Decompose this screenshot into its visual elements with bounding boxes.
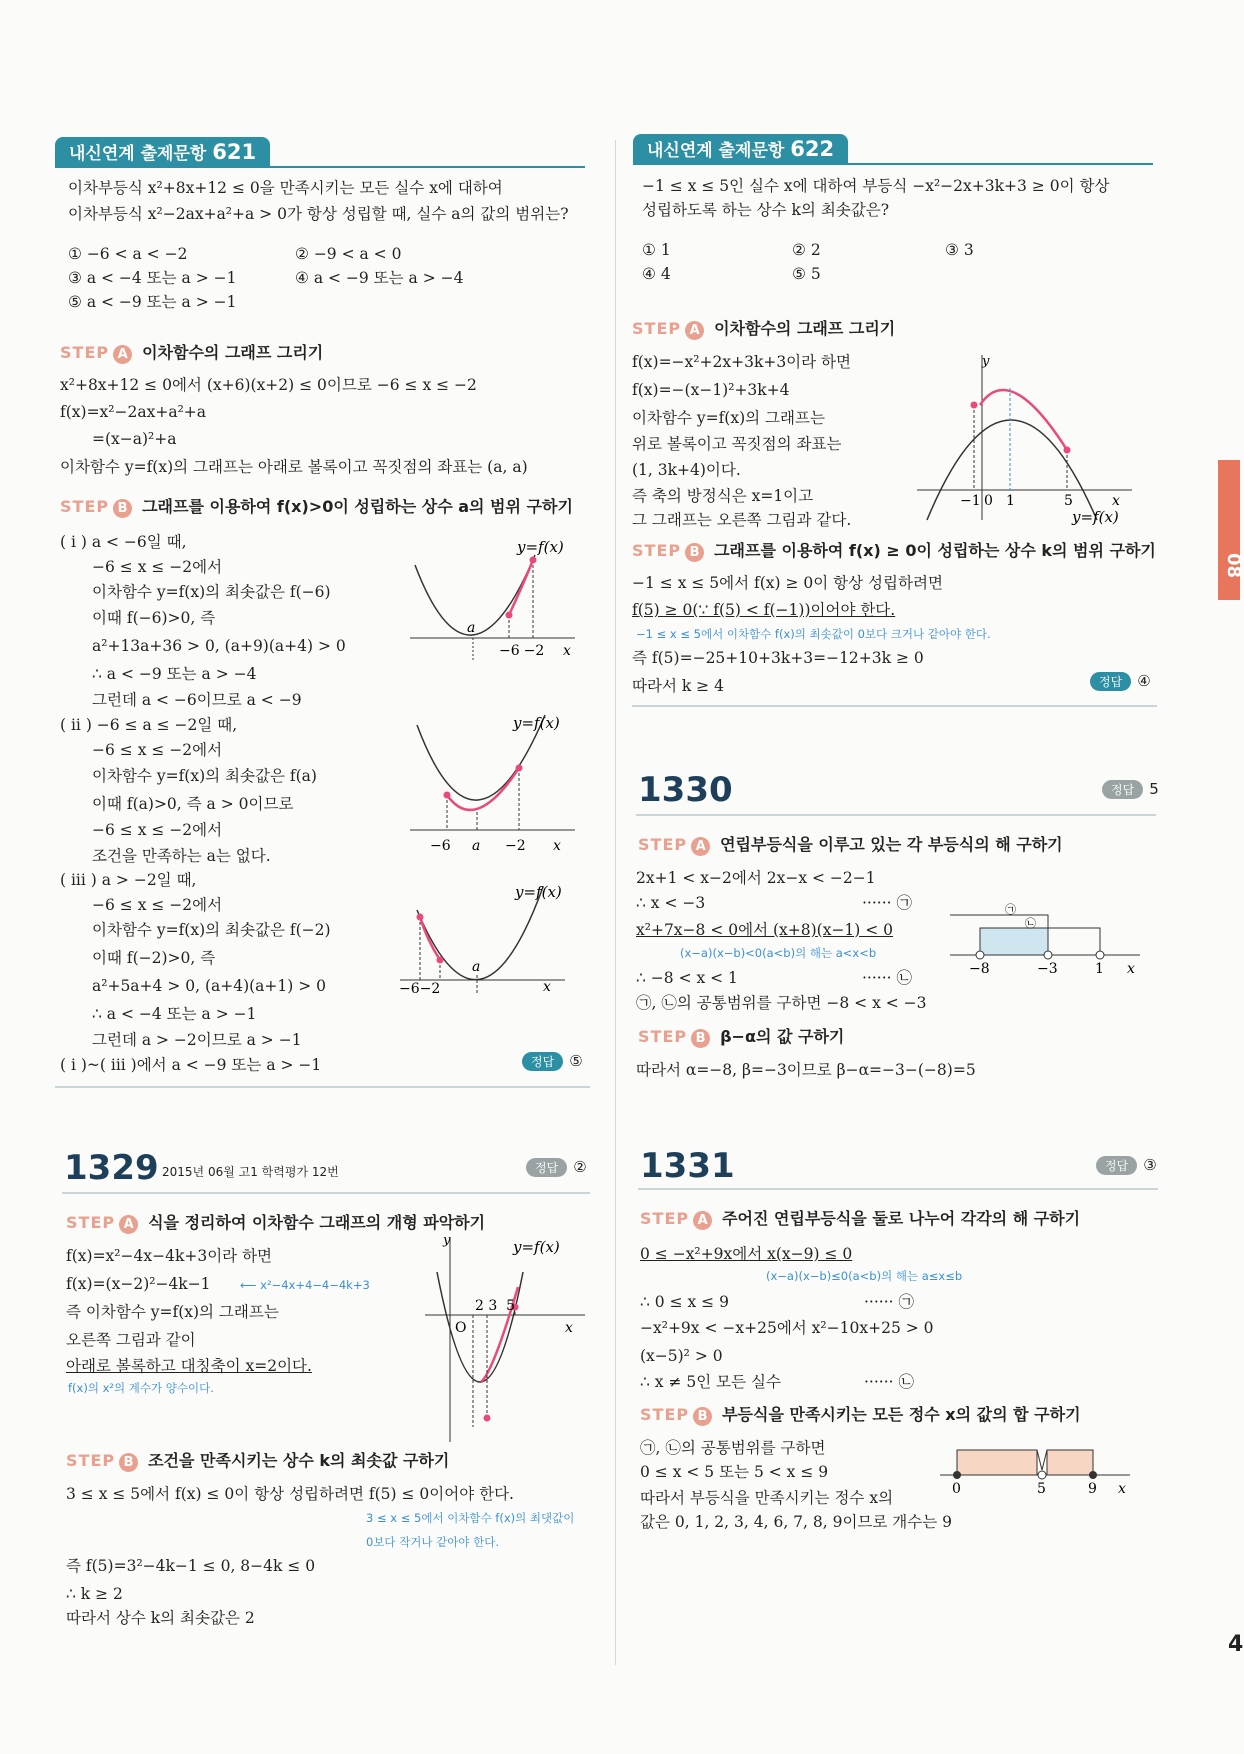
step-tag: STEP [638,835,688,854]
closed-point [1089,1471,1097,1479]
solution-line: =(x−a)²+a [92,430,177,448]
step-tag: STEP [640,1209,690,1228]
header-rule [55,166,585,168]
solution-line: f(x)=−x²+2x+3k+3이라 하면 [632,353,852,371]
answer-badge [1090,672,1151,691]
choice-2: ② −9 < a < 0 [295,245,402,263]
step-tag: STEP [638,1027,688,1046]
step-a-heading [640,1208,1080,1230]
endpoint [437,957,444,964]
solution-line: ∴ −8 < x < 1 [636,969,738,987]
step-tag: STEP [60,497,110,516]
case-iii-line: a²+5a+4 > 0, (a+4)(a+1) > 0 [92,977,327,995]
side-tab-label: 08 [1223,552,1244,579]
section-rule [62,1192,590,1194]
solution-line: ∴ x < −3 [636,894,706,912]
curve-label: y=f(x) [513,714,560,732]
header-label: 내신연계 출제문항 [69,144,207,164]
step-letter: B [119,1453,138,1472]
step-b-heading [638,1026,844,1048]
step-letter: A [685,321,704,340]
answer-badge [522,1052,583,1071]
section-rule [632,705,1157,707]
step-title: 주어진 연립부등식을 둘로 나누어 각각의 해 구하기 [722,1209,1081,1228]
a-label: a [467,620,476,636]
step-title: 조건을 만족시키는 상수 k의 최솟값 구하기 [148,1451,450,1470]
endpoint [1064,447,1071,454]
step-title: 이차함수의 그래프 그리기 [142,343,324,362]
case-iii-line: 그런데 a > −2이므로 a > −1 [92,1031,302,1049]
x-label: x [553,838,561,854]
x-label: x [1112,493,1120,509]
hint-note: ⟵ x²−4x+4−4−4k+3 [240,1278,370,1292]
hint-note: −1 ≤ x ≤ 5에서 이차함수 f(x)의 최솟값이 0보다 크거나 같아야 한다. [636,627,991,641]
endpoint [530,557,537,564]
endpoint [516,765,523,772]
case-ii-line: 이때 f(a)>0, 즉 a > 0이므로 [92,795,294,813]
answer-badge [1096,1156,1157,1175]
step-letter: A [693,1211,712,1230]
solution-line: ㉠, ㉡의 공통범위를 구하면 −8 < x < −3 [636,994,927,1012]
step-tag: STEP [632,319,682,338]
case-ii-line: 조건을 만족하는 a는 없다. [92,847,271,865]
header-rule [633,163,1153,165]
solution-line: x²+8x+12 ≤ 0에서 (x+6)(x+2) ≤ 0이므로 −6 ≤ x ≤ −2 [60,376,477,394]
solution-line: 2x+1 < x−2에서 2x−x < −2−1 [636,869,876,887]
step-title: 이차함수의 그래프 그리기 [714,319,896,338]
problem-number: 1329 [64,1148,159,1188]
problem-source: 2015년 06월 고1 학력평가 12번 [162,1165,339,1179]
endpoint [444,792,451,799]
case-i-line: 이때 f(−6)>0, 즉 [92,609,216,627]
graph-case-i [405,540,590,670]
answer-value: ③ [1143,1156,1157,1174]
open-point [1038,1471,1046,1479]
highlighted-arc [509,560,533,615]
case-ii-line: ( ii ) −6 ≤ a ≤ −2일 때, [60,716,238,734]
step-title: 그래프를 이용하여 f(x)>0이 성립하는 상수 a의 범위 구하기 [142,497,573,516]
endpoint [417,914,424,921]
tick-label: 9 [1088,1481,1097,1497]
case-i-line: ( i ) a < −6일 때, [60,533,187,551]
solution-line: 따라서 부등식을 만족시키는 정수 x의 [640,1489,894,1507]
solution-line: ㉠, ㉡의 공통범위를 구하면 [640,1439,826,1457]
solution-line: f(x)=(x−2)²−4k−1 [66,1275,211,1293]
excluded-point-mark [1037,1450,1047,1470]
tick-label: −6−2 [399,981,441,997]
answer-badge [526,1158,587,1177]
solution-line: f(5) ≥ 0(∵ f(5) < f(−1))이어야 한다. [632,601,896,619]
answer-label: 정답 [526,1158,567,1177]
solution-line: −x²+9x < −x+25에서 x²−10x+25 > 0 [640,1319,934,1337]
step-tag: STEP [60,343,110,362]
region-left [957,1450,1037,1475]
endpoint [506,612,513,619]
step-tag: STEP [66,1213,116,1232]
solution-line: 즉 축의 방정식은 x=1이고 [632,487,814,505]
solution-line: 3 ≤ x ≤ 5에서 f(x) ≤ 0이 항상 성립하려면 f(5) ≤ 0이어야 한다. [66,1485,514,1503]
problem-621-header [55,137,270,167]
case-ii-line: −6 ≤ x ≤ −2에서 [92,741,223,759]
case-i-line: 그런데 a < −6이므로 a < −9 [92,691,302,709]
case-iii-line: ∴ a < −4 또는 a > −1 [92,1005,257,1023]
tick-label: 2 3 5 [475,1298,516,1314]
conclusion-line: ( i )~( iii )에서 a < −9 또는 a > −1 [60,1056,322,1074]
step-a-heading [632,318,895,340]
tick-label: −6 −2 [499,643,545,659]
curve-label: y=f(x) [515,883,562,901]
step-title: β−α의 값 구하기 [720,1027,845,1046]
solution-line: 아래로 볼록하고 대칭축이 x=2이다. [66,1357,312,1375]
tick-label: −3 [1037,961,1058,977]
step-tag: STEP [632,541,682,560]
case-ii-line: 이차함수 y=f(x)의 최솟값은 f(a) [92,767,317,785]
step-letter: B [693,1407,712,1426]
tick-label: −2 [505,838,526,854]
y-label: y [443,1233,451,1248]
tick-label: 1 [1095,961,1104,977]
curve-label: y=f(x) [517,538,564,556]
solution-line: 그 그래프는 오른쪽 그림과 같다. [632,511,852,529]
choice-2: ② 2 [792,241,821,259]
x-label: x [563,643,571,659]
answer-badge [1102,780,1159,799]
hint-note: 0보다 작거나 같아야 한다. [366,1535,500,1549]
hint-note: (x−a)(x−b)≤0(a<b)의 해는 a≤x≤b [766,1269,963,1283]
endpoint [971,402,978,409]
question-line-1: 이차부등식 x²+8x+12 ≤ 0을 만족시키는 모든 실수 x에 대하여 [68,179,503,197]
case-ii-line: −6 ≤ x ≤ −2에서 [92,821,223,839]
choice-4: ④ a < −9 또는 a > −4 [295,269,464,287]
closed-point [953,1471,961,1479]
case-iii-line: ( iii ) a > −2일 때, [60,871,197,889]
answer-value: 5 [1149,780,1159,798]
solution-line: 이차함수 y=f(x)의 그래프는 아래로 볼록이고 꼭짓점의 좌표는 (a, a) [60,458,528,476]
solution-line: 따라서 상수 k의 최솟값은 2 [66,1609,255,1627]
answer-label: 정답 [1096,1156,1137,1175]
x-label: x [1127,961,1135,977]
step-letter: A [691,837,710,856]
x-label: x [565,1320,573,1336]
question-line-2: 성립하도록 하는 상수 k의 최솟값은? [642,201,890,219]
solution-line: 0 ≤ −x²+9x에서 x(x−9) ≤ 0 [640,1245,853,1263]
question-line-1: −1 ≤ x ≤ 5인 실수 x에 대하여 부등식 −x²−2x+3k+3 ≥ 0이 항상 [642,177,1110,195]
solution-line: x²+7x−8 < 0에서 (x+8)(x−1) < 0 [636,921,894,939]
step-letter: A [113,345,132,364]
open-point [1096,951,1104,959]
x-label: x [543,979,551,995]
solution-line: 즉 f(5)=3²−4k−1 ≤ 0, 8−4k ≤ 0 [66,1557,316,1575]
hint-note: 3 ≤ x ≤ 5에서 이차함수 f(x)의 최댓값이 [366,1511,575,1525]
solution-line: −1 ≤ x ≤ 5에서 f(x) ≥ 0이 항상 성립하려면 [632,574,943,592]
tick-label: −8 [969,961,990,977]
step-letter: B [685,543,704,562]
choice-3: ③ 3 [945,241,974,259]
choice-4: ④ 4 [642,265,671,283]
section-rule [55,1086,590,1088]
solution-line: f(x)=x²−2ax+a²+a [60,403,207,421]
step-b-heading [66,1450,449,1472]
case-iii-line: 이때 f(−2)>0, 즉 [92,949,216,967]
case-i-line: a²+13a+36 > 0, (a+9)(a+4) > 0 [92,637,346,655]
step-b-heading [632,540,1156,562]
hint-note: f(x)의 x²의 계수가 양수이다. [68,1381,214,1395]
step-a-heading [638,834,1063,856]
choice-5: ⑤ a < −9 또는 a > −1 [68,293,237,311]
curve-label: y=f(x) [1072,508,1119,526]
solution-line: f(x)=x²−4x−4k+3이라 하면 [66,1247,273,1265]
tick-label: −6 [430,838,451,854]
section-rule [638,1188,1158,1190]
a-label: a [472,838,481,854]
answer-label: 정답 [1090,672,1131,691]
answer-label: 정답 [1102,780,1143,799]
problem-number: 622 [790,137,835,161]
solution-line: 따라서 α=−8, β=−3이므로 β−α=−3−(−8)=5 [636,1061,976,1079]
page-number: 4 [1228,1632,1244,1657]
marker-2: ······ ㉡ [864,1373,914,1391]
choice-1: ① 1 [642,241,671,259]
solution-line: (x−5)² > 0 [640,1347,723,1365]
problem-number: 1331 [640,1146,735,1186]
step-title: 그래프를 이용하여 f(x) ≥ 0이 성립하는 상수 k의 범위 구하기 [714,541,1156,560]
question-line-2: 이차부등식 x²−2ax+a²+a > 0가 항상 성립할 때, 실수 a의 값의 범위는? [68,205,569,223]
step-b-heading [640,1404,1081,1426]
marker-1: ······ ㉠ [864,1293,914,1311]
solution-line: ∴ 0 ≤ x ≤ 9 [640,1293,729,1311]
solution-line: 0 ≤ x < 5 또는 5 < x ≤ 9 [640,1463,829,1481]
x-label: x [1118,1481,1126,1497]
choice-1: ① −6 < a < −2 [68,245,188,263]
open-point [976,951,984,959]
solution-line: f(x)=−(x−1)²+3k+4 [632,381,790,399]
solution-line: 오른쪽 그림과 같이 [66,1331,196,1349]
case-i-line: 이차함수 y=f(x)의 최솟값은 f(−6) [92,583,331,601]
tick-label: 5 [1064,493,1073,509]
a-label: a [472,959,481,975]
tick-label: 5 [1037,1481,1046,1497]
step-b-heading [60,496,573,518]
column-divider [615,140,616,1665]
graph-1329 [415,1232,595,1447]
step-title: 식을 정리하여 이차함수 그래프의 개형 파악하기 [148,1213,486,1232]
problem-622-header [633,134,848,164]
case-iii-line: −6 ≤ x ≤ −2에서 [92,896,223,914]
solution-line: 따라서 k ≥ 4 [632,677,724,695]
number-line-1331 [935,1440,1135,1510]
graph-case-ii [405,700,590,860]
solution-line: 위로 볼록이고 꼭짓점의 좌표는 [632,435,842,453]
solution-line: ∴ k ≥ 2 [66,1585,123,1603]
curve-label: y=f(x) [513,1238,560,1256]
problem-number: 1330 [638,770,733,810]
header-label: 내신연계 출제문항 [647,141,785,161]
section-rule [636,814,1156,816]
marker-2-label: ㉡ [1025,917,1036,930]
step-letter: B [691,1029,710,1048]
open-point [1044,951,1052,959]
y-label: y [982,354,990,369]
choice-5: ⑤ 5 [792,265,821,283]
case-i-line: ∴ a < −9 또는 a > −4 [92,665,257,683]
region-right [1047,1450,1093,1475]
step-title: 부등식을 만족시키는 모든 정수 x의 값의 합 구하기 [722,1405,1081,1424]
solution-line: 즉 f(5)=−25+10+3k+3=−12+3k ≥ 0 [632,649,924,667]
solution-line: 이차함수 y=f(x)의 그래프는 [632,409,825,427]
marker-1: ······ ㉠ [862,894,912,912]
marker-2: ······ ㉡ [862,969,912,987]
tick-label: 0 [952,1481,961,1497]
solution-line: 즉 이차함수 y=f(x)의 그래프는 [66,1303,279,1321]
step-a-heading [60,342,323,364]
origin-label: O [455,1320,467,1336]
step-a-heading [66,1212,485,1234]
step-tag: STEP [66,1451,116,1470]
solution-line: (1, 3k+4)이다. [632,461,741,479]
hint-note: (x−a)(x−b)<0(a<b)의 해는 a<x<b [680,946,877,960]
case-iii-line: 이차함수 y=f(x)의 최솟값은 f(−2) [92,921,331,939]
origin-label: 0 [984,493,993,509]
choice-3: ③ a < −4 또는 a > −1 [68,269,237,287]
highlighted-arc [980,390,1067,450]
highlighted-arc [447,768,519,810]
step-title: 연립부등식을 이루고 있는 각 부등식의 해 구하기 [720,835,1063,854]
problem-number: 621 [212,140,257,164]
answer-value: ④ [1137,672,1151,690]
step-tag: STEP [640,1405,690,1424]
tick-label: −1 [960,493,981,509]
step-letter: B [113,499,132,518]
chapter-side-tab [1218,460,1244,600]
hint-text: x²−4x+4−4−4k+3 [260,1278,370,1292]
tick-label: 1 [1006,493,1015,509]
answer-value: ② [573,1158,587,1176]
solution-line: ∴ x ≠ 5인 모든 실수 [640,1373,781,1391]
answer-value: ⑤ [569,1052,583,1070]
case-i-line: −6 ≤ x ≤ −2에서 [92,558,223,576]
answer-label: 정답 [522,1052,563,1071]
common-region [980,928,1048,955]
graph-622 [912,350,1142,530]
step-letter: A [119,1215,138,1234]
graph-case-iii [395,875,585,1025]
number-line-1330 [945,900,1145,980]
marker-1-label: ㉠ [1005,903,1016,916]
solution-line: 값은 0, 1, 2, 3, 4, 6, 7, 8, 9이므로 개수는 9 [640,1513,953,1531]
endpoint [484,1415,491,1422]
